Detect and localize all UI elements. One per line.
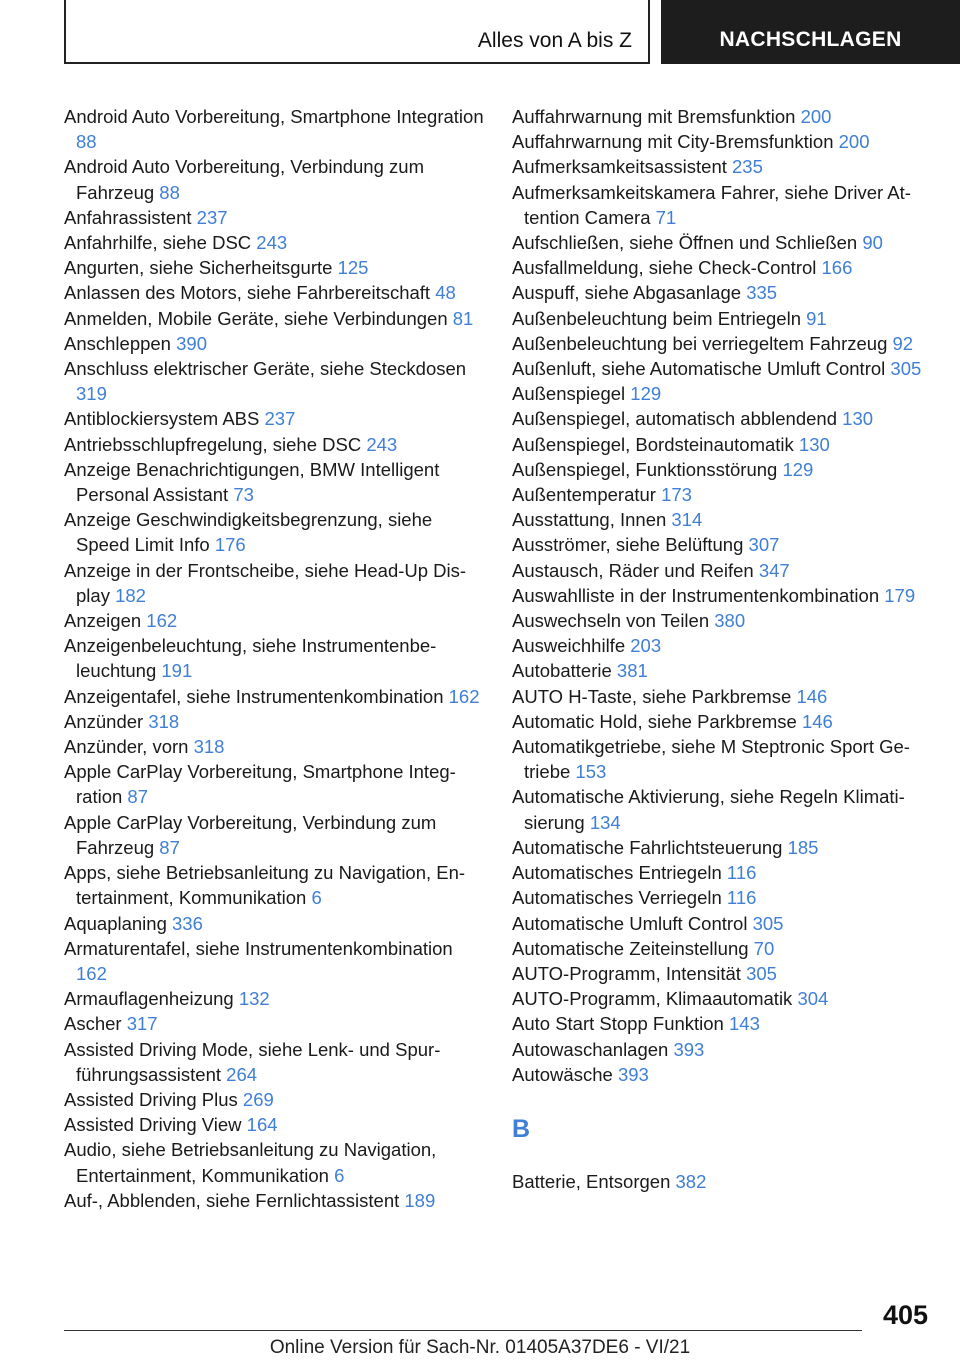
index-entry-term: Apple CarPlay Vorbereitung, Verbindung zum Fahrzeug — [64, 811, 437, 858]
index-entry-term: Außenspiegel, Bordsteinautomatik — [512, 433, 794, 455]
index-entry — [64, 306, 484, 331]
index-entry — [64, 558, 484, 608]
index-entry-term: Anzeigenbeleuchtung, siehe Instrumentenbeleuchtung — [64, 635, 437, 682]
index-entry — [512, 507, 932, 532]
index-entry — [512, 709, 932, 734]
index-entry-term: Anschleppen — [64, 332, 171, 354]
index-entry-page-link[interactable]: 130 — [842, 408, 874, 430]
index-entry — [64, 860, 484, 910]
index-entry — [64, 1112, 484, 1137]
index-entry — [512, 911, 932, 936]
index-entry-term: Assisted Driving Plus — [64, 1088, 238, 1110]
index-entry — [512, 684, 932, 709]
index-entry-page-link[interactable]: 162 — [146, 610, 178, 632]
index-entry-page-link[interactable]: 91 — [806, 307, 827, 329]
index-entry-page-link[interactable]: 146 — [801, 710, 833, 732]
index-entry-page-link[interactable]: 200 — [838, 131, 870, 153]
index-entry-page-link[interactable]: 304 — [797, 988, 829, 1010]
index-entry-page-link[interactable]: 182 — [115, 584, 146, 606]
index-entry-term: Auswechseln von Teilen — [512, 610, 710, 632]
index-entry-term: Austausch, Räder und Reifen — [512, 559, 754, 581]
index-entry-term: Armaturentafel, siehe Instrumentenkombination — [64, 937, 453, 959]
index-entry-term: Assisted Driving Mode, siehe Lenk- und Spurführungsassistent — [64, 1038, 441, 1085]
index-entry-page-link[interactable]: 347 — [758, 559, 790, 581]
index-entry-term: Android Auto Vorbereitung, Verbindung zum Fahrzeug — [64, 156, 424, 203]
index-entry-page-link[interactable]: 305 — [890, 358, 922, 380]
index-entry-term: Auf-, Abblenden, siehe Fernlichtassistent — [64, 1189, 400, 1211]
index-entry-term: Ausstattung, Innen — [512, 509, 667, 531]
index-entry — [512, 230, 932, 255]
index-entry-page-link[interactable]: 125 — [337, 257, 369, 279]
index-entry-page-link[interactable]: 71 — [655, 206, 677, 228]
index-entry-term: Automatische Aktivierung, siehe Regeln Klimatisierung — [512, 786, 905, 833]
index-entry — [64, 734, 484, 759]
index-entry — [512, 835, 932, 860]
index-entry-term: Anzünder, vorn — [64, 736, 189, 758]
index-entry — [64, 1137, 484, 1187]
index-entry-term: Anlassen des Motors, siehe Fahrbereitschaft — [64, 282, 431, 304]
index-entry-term: Anfahrassistent — [64, 206, 192, 228]
index-entry — [512, 280, 932, 305]
index-entry-term: Automatische Fahrlichtsteuerung — [512, 836, 783, 858]
index-entry-page-link[interactable]: 335 — [746, 282, 778, 304]
index-entry-page-link[interactable]: 317 — [126, 1013, 158, 1035]
index-entry — [64, 759, 484, 809]
index-entry-term: Aufschließen, siehe Öffnen und Schließen — [512, 232, 858, 254]
index-entry-term: Anzünder — [64, 710, 144, 732]
index-entry — [512, 1062, 932, 1087]
index-entry — [64, 104, 484, 154]
index-entry-page-link[interactable]: 200 — [800, 106, 832, 127]
index-entry-term: Anzeige Geschwindigkeitsbegrenzung, siehe Speed Limit Info — [64, 509, 433, 556]
index-entry — [512, 180, 932, 230]
index-entry-term: Anzeige in der Frontscheibe, siehe Head-Up Display — [64, 559, 467, 606]
index-entry-page-link[interactable]: 381 — [616, 660, 648, 682]
footer-divider — [64, 1330, 862, 1331]
index-entry — [64, 230, 484, 255]
index-entry-page-link[interactable]: 243 — [256, 232, 288, 254]
index-entry-term: Apps, siehe Betriebsanleitung zu Navigation, Entertainment, Kommunikation — [64, 862, 466, 909]
index-entry-term: Außenbeleuchtung bei verriegeltem Fahrzeug — [512, 332, 888, 354]
index-entry-term: Anfahrhilfe, siehe DSC — [64, 232, 252, 254]
index-entry-term: Assisted Driving View — [64, 1114, 242, 1136]
index-entry-page-link[interactable]: 81 — [452, 307, 474, 329]
index-entry-term: Aquaplaning — [64, 912, 167, 934]
index-entry-page-link[interactable]: 393 — [673, 1038, 705, 1060]
index-entry-page-link[interactable]: 116 — [726, 862, 757, 884]
index-entry — [64, 457, 484, 507]
index-entry-term: Auspuff, siehe Abgasanlage — [512, 282, 742, 304]
index-entry — [64, 154, 484, 204]
index-entry-page-link[interactable]: 305 — [752, 912, 784, 934]
index-entry — [64, 911, 484, 936]
index-entry — [64, 684, 484, 709]
header-tab-nachschlagen[interactable] — [661, 0, 960, 64]
index-entry-term: Batterie, Entsorgen — [512, 1170, 671, 1192]
index-entry — [512, 129, 932, 154]
index-entry-page-link[interactable]: 305 — [746, 962, 777, 984]
index-entry — [64, 810, 484, 860]
index-entry-page-link[interactable]: 129 — [782, 458, 814, 480]
index-entry-page-link[interactable]: 73 — [233, 484, 254, 506]
index-entry-term: Auswahlliste in der Instrumentenkombination — [512, 584, 880, 606]
index-entry-page-link[interactable]: 307 — [748, 534, 780, 556]
index-entry — [512, 986, 932, 1011]
index-entry-page-link[interactable]: 116 — [726, 887, 757, 909]
index-entry — [512, 306, 932, 331]
index-entry-term: Ascher — [64, 1013, 122, 1035]
index-entry-term: Automatisches Verriegeln — [512, 887, 722, 909]
index-entry-page-link[interactable]: 70 — [753, 937, 775, 959]
index-entry-page-link[interactable]: 393 — [617, 1063, 649, 1085]
index-entry-page-link[interactable]: 203 — [630, 635, 662, 657]
index-entry-term: Antriebsschlupfregelung, siehe DSC — [64, 433, 362, 455]
index-entry-term: Automatische Umluft Control — [512, 912, 748, 934]
index-entry-page-link[interactable]: 173 — [661, 484, 692, 506]
index-entry-page-link[interactable]: 318 — [193, 736, 225, 758]
index-entry-term: Auto Start Stopp Funktion — [512, 1013, 724, 1035]
index-entry-term: Automatisches Entriegeln — [512, 862, 722, 884]
index-entry — [512, 1011, 932, 1036]
index-entry-page-link[interactable]: 336 — [172, 912, 203, 934]
index-entry-term: Ausfallmeldung, siehe Check-Control — [512, 257, 817, 279]
index-entry — [512, 255, 932, 280]
index-entry — [512, 734, 932, 784]
index-entry-term: Anmelden, Mobile Geräte, siehe Verbindungen — [64, 307, 448, 329]
index-entry — [64, 1037, 484, 1087]
index-entry — [64, 356, 484, 406]
index-entry-term: Anzeigen — [64, 610, 142, 632]
index-entry-page-link[interactable]: 132 — [238, 988, 270, 1010]
index-entry — [512, 482, 932, 507]
footer-text: Online Version für Sach-Nr. 01405A37DE6 - VI/21 — [269, 1337, 691, 1358]
index-entry-page-link[interactable]: 88 — [159, 181, 180, 203]
index-entry-page-link[interactable]: 191 — [161, 660, 193, 682]
index-entry-page-link[interactable]: 162 — [76, 962, 107, 984]
index-entry — [64, 1188, 484, 1213]
index-entry — [512, 860, 932, 885]
index-entries-a-continued — [512, 104, 932, 1087]
index-entry-term: Angurten, siehe Sicherheitsgurte — [64, 257, 333, 279]
index-entry-term: Autowäsche — [512, 1063, 613, 1085]
index-entry-page-link[interactable]: 318 — [148, 710, 180, 732]
index-entry — [64, 608, 484, 633]
index-entry — [512, 784, 932, 834]
page-number: 405 — [882, 1300, 928, 1330]
index-entry — [64, 331, 484, 356]
index-entry-term: Automatikgetriebe, siehe M Steptronic Sport Getriebe — [512, 736, 910, 783]
index-entry-term: Aufmerksamkeitskamera Fahrer, siehe Driver Attention Camera — [512, 181, 911, 228]
index-entry — [512, 633, 932, 658]
index-entry-term: Außenspiegel, automatisch abblendend — [512, 408, 838, 430]
index-entry-term: Außenspiegel, Funktionsstörung — [512, 458, 778, 480]
index-entry — [64, 986, 484, 1011]
index-entry — [512, 154, 932, 179]
index-entry-page-link[interactable]: 90 — [862, 232, 883, 254]
index-entry-page-link[interactable]: 143 — [729, 1013, 760, 1035]
index-entry — [512, 1037, 932, 1062]
index-entry-term: Aufmerksamkeitsassistent — [512, 156, 727, 178]
index-entry — [64, 709, 484, 734]
index-entry — [512, 432, 932, 457]
index-entry-page-link[interactable]: 92 — [892, 332, 914, 354]
index-entry-term: Außenbeleuchtung beim Entriegeln — [512, 307, 801, 329]
index-entry-term: Audio, siehe Betriebsanleitung zu Navigation, Entertainment, Kommunikation — [64, 1139, 437, 1186]
index-entry-term: AUTO-Programm, Klimaautomatik — [512, 988, 793, 1010]
index-entry-term: Automatische Zeiteinstellung — [512, 937, 749, 959]
index-entry-page-link[interactable]: 6 — [334, 1164, 345, 1186]
index-entry-page-link[interactable]: 153 — [575, 761, 607, 783]
index-entry-page-link[interactable]: 319 — [76, 383, 107, 405]
index-entry-page-link[interactable]: 130 — [798, 433, 830, 455]
index-entry-term: Ausströmer, siehe Belüftung — [512, 534, 744, 556]
index-entry — [512, 936, 932, 961]
index-entry-term: Anzeige Benachrichtigungen, BMW Intelligent Personal Assistant — [64, 458, 440, 506]
index-entry — [64, 936, 484, 986]
index-entry-term: Auffahrwarnung mit City-Bremsfunktion — [512, 131, 834, 153]
index-entry-page-link[interactable]: 243 — [366, 433, 398, 455]
index-entry-page-link[interactable]: 6 — [311, 887, 322, 909]
index-entry — [64, 507, 484, 557]
index-entry-page-link[interactable]: 179 — [884, 584, 916, 606]
index-entry-page-link[interactable]: 48 — [435, 282, 456, 304]
index-entry-page-link[interactable]: 87 — [159, 836, 180, 858]
index-entry-term: Anschluss elektrischer Geräte, siehe Steckdosen — [64, 358, 467, 380]
header-tab-label: NACHSCHLAGEN — [719, 28, 902, 51]
index-entry-term: Armauflagenheizung — [64, 988, 234, 1010]
index-entry — [64, 432, 484, 457]
index-entry-term: Apple CarPlay Vorbereitung, Smartphone Integration — [64, 761, 456, 808]
index-entries-b — [512, 1169, 932, 1194]
index-entry — [64, 280, 484, 305]
index-entry — [64, 633, 484, 683]
index-entry — [64, 1087, 484, 1112]
index-entry-page-link[interactable]: 380 — [714, 610, 746, 632]
index-entry — [512, 583, 932, 608]
index-entry-page-link[interactable]: 237 — [264, 408, 296, 430]
header-title: Alles von A bis Z — [477, 29, 632, 52]
index-entry-term: Außenspiegel — [512, 383, 626, 405]
index-entry-page-link[interactable]: 134 — [589, 811, 621, 833]
header-title-box — [64, 0, 650, 64]
index-entry-page-link[interactable]: 162 — [448, 685, 480, 707]
section-letter-b: B — [512, 1114, 531, 1143]
index-entry-page-link[interactable]: 185 — [787, 836, 819, 858]
index-entry-page-link[interactable]: 390 — [176, 332, 207, 354]
index-entry-term: AUTO H-Taste, siehe Parkbremse — [512, 685, 792, 707]
index-column-left — [64, 104, 484, 1213]
index-entry — [512, 406, 932, 431]
index-entry — [512, 558, 932, 583]
index-entry-term: Autowaschanlagen — [512, 1038, 669, 1060]
index-entry — [512, 356, 932, 381]
index-entry-page-link[interactable]: 314 — [671, 509, 703, 531]
index-entry-page-link[interactable]: 237 — [196, 206, 228, 228]
index-entry — [64, 255, 484, 280]
index-entry — [512, 104, 932, 129]
index-column-right — [512, 104, 932, 1194]
index-entry-page-link[interactable]: 87 — [127, 786, 148, 808]
index-entry — [512, 885, 932, 910]
index-entry-term: Außentemperatur — [512, 484, 656, 506]
index-entry-term: Ausweichhilfe — [512, 635, 626, 657]
index-entry-page-link[interactable]: 164 — [246, 1114, 278, 1136]
index-entry-page-link[interactable]: 189 — [404, 1189, 436, 1211]
index-entry — [512, 658, 932, 683]
index-entry-term: Anzeigentafel, siehe Instrumentenkombination — [64, 685, 444, 707]
index-entry-page-link[interactable]: 129 — [630, 383, 662, 405]
index-entry-term: Auffahrwarnung mit Bremsfunktion — [512, 106, 796, 127]
index-entry-term: Android Auto Vorbereitung, Smartphone Integration — [64, 106, 484, 127]
index-entry — [512, 1169, 932, 1194]
index-entry — [512, 331, 932, 356]
index-entry — [512, 381, 932, 406]
index-entry-term: AUTO-Programm, Intensität — [512, 962, 741, 984]
index-entry — [64, 406, 484, 431]
index-entry-page-link[interactable]: 235 — [732, 156, 763, 178]
index-entry — [64, 205, 484, 230]
index-entry-term: Antiblockiersystem ABS — [64, 408, 260, 430]
index-entry — [512, 961, 932, 986]
index-entry-page-link[interactable]: 269 — [242, 1088, 274, 1110]
index-entry-term: Automatic Hold, siehe Parkbremse — [512, 710, 797, 732]
index-entry-page-link[interactable]: 176 — [214, 534, 246, 556]
index-entry — [512, 608, 932, 633]
index-entry — [64, 1011, 484, 1036]
index-entry-page-link[interactable]: 264 — [226, 1063, 258, 1085]
index-entry-page-link[interactable]: 382 — [675, 1170, 707, 1192]
index-entry-term: Außenluft, siehe Automatische Umluft Control — [512, 358, 886, 380]
index-entry — [512, 457, 932, 482]
index-entry-page-link[interactable]: 88 — [76, 131, 97, 153]
index-entry — [512, 532, 932, 557]
index-entry-page-link[interactable]: 146 — [796, 685, 828, 707]
index-entry-term: Autobatterie — [512, 660, 612, 682]
index-entry-page-link[interactable]: 166 — [821, 257, 853, 279]
